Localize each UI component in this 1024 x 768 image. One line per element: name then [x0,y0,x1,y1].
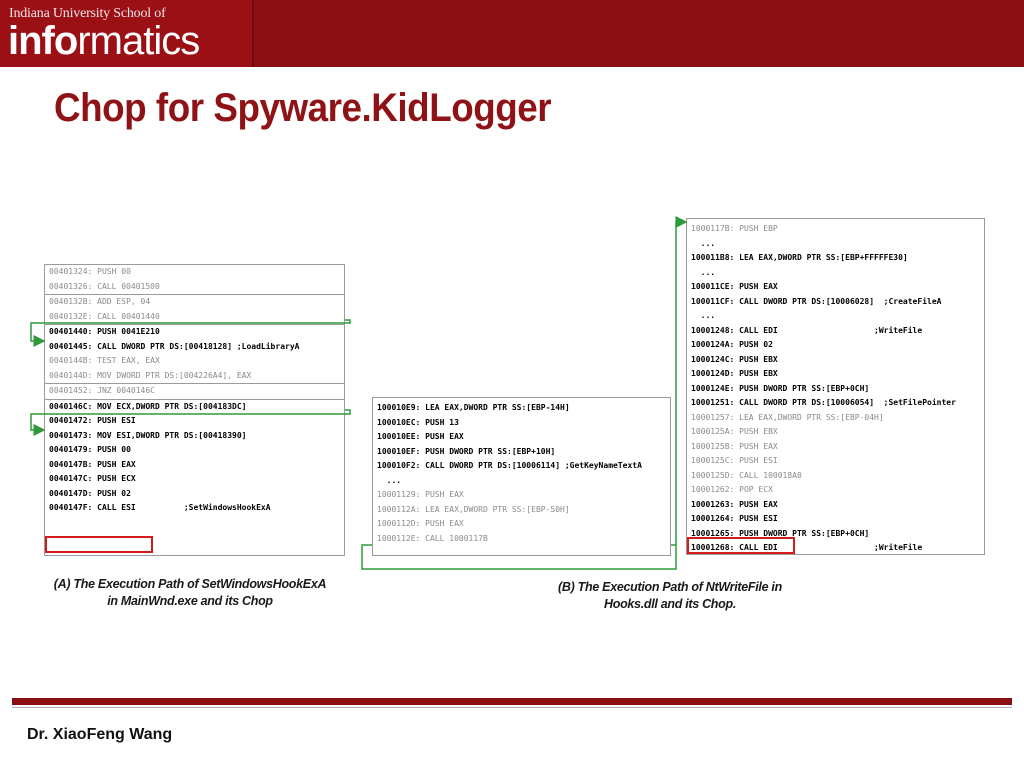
code-line: 10001251: CALL DWORD PTR DS:[10006054] ;SetFilePointer [691,398,956,407]
code-line: ... [691,267,716,277]
caption-b-line2: Hooks.dll and its Chop. [604,597,736,611]
code-line: 0040147B: PUSH EAX [49,459,136,469]
code-line: 00401452: JNZ 0040146C [49,386,155,395]
code-line: 1000125D: CALL 100018A0 [691,470,802,480]
code-line: 10001264: PUSH ESI [691,514,778,523]
code-line: 100010EC: PUSH 13 [377,417,459,427]
code-line: 00401445: CALL DWORD PTR DS:[00418128] ;LoadLibraryA [49,341,300,351]
arrow-call-to-loadlibrary [31,320,350,341]
footer-author: Dr. XiaoFeng Wang [27,726,173,743]
code-line: 00401324: PUSH 00 [49,267,131,276]
code-line: 100011B8: LEA EAX,DWORD PTR SS:[EBP+FFFFFE30] [691,253,908,262]
code-line: 100010F2: CALL DWORD PTR DS:[10006114] ;GetKeyNameTextA [377,461,642,470]
code-line: 10001257: LEA EAX,DWORD PTR SS:[EBP-04H] [691,412,884,422]
slide-title: Chop for Spyware.KidLogger [54,86,552,130]
code-line: 0040144B: TEST EAX, EAX [49,356,160,365]
code-line: ... [691,311,716,320]
code-line: 100010E9: LEA EAX,DWORD PTR SS:[EBP-14H] [377,403,570,412]
code-line: 100011CF: CALL DWORD PTR DS:[10006028] ;CreateFileA [691,296,942,306]
code-line: 10001262: POP ECX [691,485,773,494]
code-line: 0040147D: PUSH 02 [49,488,131,498]
footer-rule [12,698,1012,705]
code-line: 0040147C: PUSH ECX [49,474,136,483]
code-line: 100010EF: PUSH DWORD PTR SS:[EBP+10H] [377,446,556,456]
code-line: 00401472: PUSH ESI [49,416,136,425]
code-line: 100010EE: PUSH EAX [377,432,464,441]
caption-b-line1: (B) The Execution Path of NtWriteFile in [558,580,782,594]
code-line: 10001248: CALL EDI ;WriteFile [691,325,923,335]
code-line: 00401326: CALL 00401500 [49,281,160,291]
code-line: ... [691,238,716,248]
code-line: 00401440: PUSH 0041E210 [49,327,160,336]
code-line: 00401473: MOV ESI,DWORD PTR DS:[00418390] [49,430,247,440]
code-line: 0040144D: MOV DWORD PTR DS:[004226A4], EAX [49,370,252,380]
logo-wordmark-bold: info [8,19,78,63]
code-line: 1000124A: PUSH 02 [691,340,773,349]
caption-a-line1: (A) The Execution Path of SetWindowsHookExA [53,577,327,591]
caption-a [40,576,340,610]
code-line: 10001129: PUSH EAX [377,490,464,499]
code-line: 0040132B: ADD ESP, 04 [49,297,151,306]
code-line: 1000112A: LEA EAX,DWORD PTR SS:[EBP-50H] [377,504,570,514]
caption-a-line2: in MainWnd.exe and its Chop [107,594,273,608]
code-line: 10001268: CALL EDI ;WriteFile [691,543,923,552]
code-line: 1000125C: PUSH ESI [691,456,778,465]
logo-university-text: Indiana University School of [9,6,166,21]
code-line: ... [377,475,402,485]
code-line: 1000124E: PUSH DWORD PTR SS:[EBP+0CH] [691,383,870,393]
code-line: 1000112D: PUSH EAX [377,519,464,528]
code-line: 1000125B: PUSH EAX [691,441,778,451]
footer-rule-thin [12,707,1012,708]
code-line: 1000117B: PUSH EBP [691,224,778,233]
code-line: 10001265: PUSH DWORD PTR SS:[EBP+0CH] [691,528,870,538]
code-line: 0040132E: CALL 00401440 [49,311,160,321]
logo-wordmark-rest: rmatics [77,19,200,63]
code-line: 1000112E: CALL 1000117B [377,533,488,543]
code-line: 10001263: PUSH EAX [691,499,778,509]
caption-b [520,579,820,613]
arrow-jnz-to-target [31,410,350,430]
arrow-to-panel-b2 [676,222,686,545]
arrow-call-to-1000117b [362,545,676,569]
code-line: 1000124C: PUSH EBX [691,354,778,364]
code-line: 0040147F: CALL ESI ;SetWindowsHookExA [49,503,271,512]
code-line: 100011CE: PUSH EAX [691,282,778,291]
code-line: 1000125A: PUSH EBX [691,427,778,436]
code-line: 1000124D: PUSH EBX [691,369,778,378]
code-line: 0040146C: MOV ECX,DWORD PTR DS:[004183DC] [49,401,247,411]
code-line: 00401479: PUSH 00 [49,445,131,454]
